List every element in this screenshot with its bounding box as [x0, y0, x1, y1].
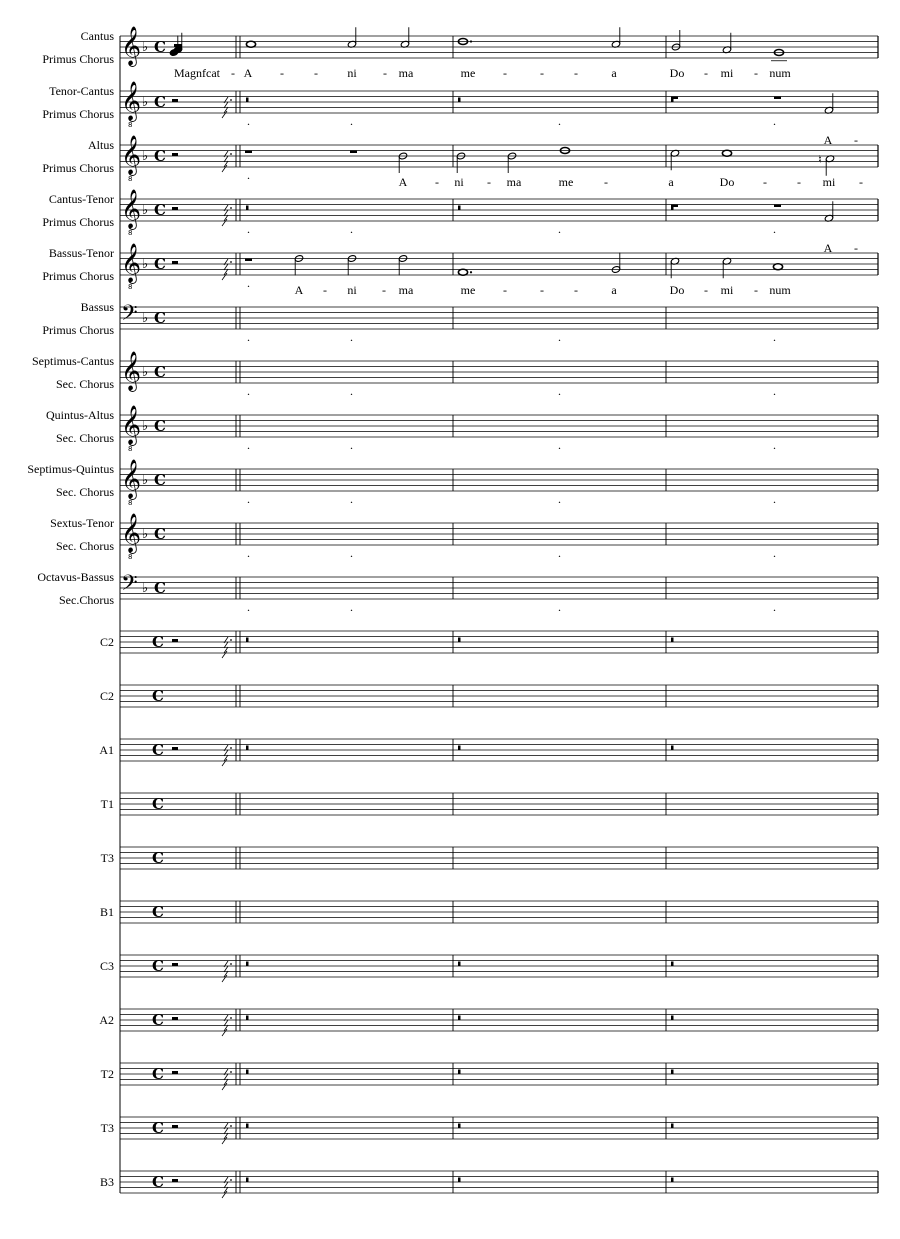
staff-cantus-chorus: Primus Chorus — [42, 52, 114, 66]
staff-tenor-cantus-time-signature: C — [154, 93, 166, 111]
staff-quintus-altus-rest-dot: . — [558, 438, 561, 452]
cantus-tenor-rest — [671, 205, 678, 208]
staff-bassus-tenor-chorus: Primus Chorus — [42, 269, 114, 283]
staff-septimus-quintus-chorus: Sec. Chorus — [56, 485, 114, 499]
staff-cantus-tenor-rest-dot: . — [558, 222, 561, 236]
staff-tenor-cantus-measure-rest — [458, 98, 461, 103]
staff-a2-half-rest — [172, 1017, 178, 1020]
bassus-tenor-note — [458, 269, 467, 275]
staff-tenor-cantus-key-flat: ♭ — [142, 95, 149, 110]
staff-bassus-tenor-rest-dot: . — [247, 276, 250, 290]
staff-t3b-half-rest — [172, 1125, 178, 1128]
staff-altus-lyric: - — [797, 175, 801, 189]
staff-altus-rest-dot: . — [247, 168, 250, 182]
staff-cantus-tenor-repeat-dot — [230, 207, 232, 209]
staff-tenor-cantus-rest-dot: . — [773, 114, 776, 128]
staff-t3a-name: T3 — [100, 851, 114, 865]
staff-cantus-lyric: Do — [669, 66, 685, 80]
staff-a1-measure-rest — [671, 746, 674, 751]
staff-altus-key-flat: ♭ — [142, 149, 149, 164]
staff-cantus-tenor-chorus: Primus Chorus — [42, 215, 114, 229]
staff-altus-treble-clef-icon: 𝄞 — [121, 135, 142, 175]
staff-t3b-repeat-dot — [230, 1125, 232, 1127]
staff-septimus-cantus-rest-dot: . — [558, 384, 561, 398]
staff-octavus-bassus-time-signature: C — [154, 579, 166, 597]
staff-bassus-tenor-lyric: ma — [398, 283, 414, 297]
staff-sextus-tenor-chorus: Sec. Chorus — [56, 539, 114, 553]
staff-c3-measure-rest — [458, 962, 461, 967]
staff-a2-time-signature: C — [152, 1011, 164, 1029]
staff-c2a-time-signature: C — [152, 633, 164, 651]
staff-a1-measure-rest — [246, 746, 249, 751]
staff-quintus-altus-key-flat: ♭ — [142, 419, 149, 434]
staff-cantus-lyric: - — [503, 66, 507, 80]
staff-c3-half-rest — [172, 963, 178, 966]
altus-rest — [245, 151, 252, 154]
staff-sextus-tenor-name: Sextus-Tenor — [50, 516, 114, 530]
staff-tenor-cantus-lyric: - — [854, 133, 858, 147]
staff-b3-repeat-dot — [230, 1179, 232, 1181]
staff-c2b-name: C2 — [99, 689, 114, 703]
altus-note — [722, 150, 731, 156]
staff-a2-name: A2 — [99, 1013, 114, 1027]
tenor-cantus-rest — [671, 97, 678, 100]
staff-altus-lyric: - — [435, 175, 439, 189]
staff-cantus-tenor-half-rest — [172, 207, 178, 210]
staff-bassus-tenor-lyric: - — [704, 283, 708, 297]
staff-altus-lyric: ni — [454, 175, 464, 189]
staff-quintus-altus-rest-dot: . — [773, 438, 776, 452]
staff-cantus-tenor-lyric: A — [823, 241, 833, 255]
staff-cantus-lyric: A — [243, 66, 253, 80]
staff-septimus-quintus-rest-dot: . — [773, 492, 776, 506]
staff-septimus-cantus-name: Septimus-Cantus — [31, 354, 114, 368]
staff-altus-lyric: mi — [822, 175, 836, 189]
staff-quintus-altus-time-signature: C — [154, 417, 166, 435]
staff-bassus-tenor-key-flat: ♭ — [142, 257, 149, 272]
staff-bassus-tenor-repeat-dot — [230, 261, 232, 263]
staff-altus-lyric: - — [487, 175, 491, 189]
staff-quintus-altus-rest-dot: . — [350, 438, 353, 452]
bassus-tenor-note-dot — [470, 271, 472, 273]
staff-quintus-altus-rest-dot: . — [247, 438, 250, 452]
staff-a2-repeat-dot — [230, 1017, 232, 1019]
staff-t2-measure-rest — [458, 1070, 461, 1075]
altus-rest — [350, 151, 357, 154]
staff-bassus-tenor-name: Bassus-Tenor — [48, 246, 114, 260]
staff-bassus-tenor-lyric: - — [382, 283, 386, 297]
staff-b3-measure-rest — [458, 1178, 461, 1183]
staff-b1-time-signature: C — [152, 903, 164, 921]
staff-bassus-chorus: Primus Chorus — [42, 323, 114, 337]
staff-tenor-cantus-octave-mark: 8 — [128, 121, 133, 129]
staff-cantus-tenor-rest-dot: . — [350, 222, 353, 236]
staff-altus-repeat-dot — [230, 153, 232, 155]
staff-cantus-tenor-lyric: - — [854, 241, 858, 255]
staff-octavus-bassus-chorus: Sec.Chorus — [59, 593, 114, 607]
staff-t3b-measure-rest — [671, 1124, 674, 1129]
staff-bassus-tenor-lyric: - — [323, 283, 327, 297]
staff-sextus-tenor-rest-dot: . — [350, 546, 353, 560]
staff-septimus-quintus-time-signature: C — [154, 471, 166, 489]
staff-a1-time-signature: C — [152, 741, 164, 759]
staff-octavus-bassus-key-flat: ♭ — [142, 581, 149, 596]
staff-c3-measure-rest — [246, 962, 249, 967]
staff-bassus-time-signature: C — [154, 309, 166, 327]
staff-altus-chorus: Primus Chorus — [42, 161, 114, 175]
staff-sextus-tenor-rest-dot: . — [558, 546, 561, 560]
staff-c2a-repeat-dot — [230, 639, 232, 641]
staff-a1-half-rest — [172, 747, 178, 750]
cantus-tenor-rest — [774, 205, 781, 208]
staff-cantus-tenor-measure-rest — [246, 206, 249, 211]
staff-altus-lyric: A — [398, 175, 408, 189]
staff-bassus-name: Bassus — [80, 300, 114, 314]
staff-a2-measure-rest — [246, 1016, 249, 1021]
staff-cantus-name: Cantus — [80, 29, 114, 43]
staff-b3-time-signature: C — [152, 1173, 164, 1191]
staff-t2-time-signature: C — [152, 1065, 164, 1083]
staff-c3-measure-rest — [671, 962, 674, 967]
staff-b1-name: B1 — [99, 905, 114, 919]
staff-tenor-cantus-repeat-dot — [230, 99, 232, 101]
staff-quintus-altus-treble-clef-icon: 𝄞 — [121, 405, 142, 445]
staff-septimus-cantus-chorus: Sec. Chorus — [56, 377, 114, 391]
staff-bassus-bass-clef-icon: 𝄢 — [121, 301, 138, 331]
staff-septimus-cantus-treble-clef-icon: 𝄞 — [121, 351, 142, 391]
staff-octavus-bassus-rest-dot: . — [247, 600, 250, 614]
staff-t3a-time-signature: C — [152, 849, 164, 867]
staff-bassus-rest-dot: . — [773, 330, 776, 344]
staff-sextus-tenor-rest-dot: . — [247, 546, 250, 560]
staff-cantus-lyric: - — [280, 66, 284, 80]
staff-c2a-measure-rest — [671, 638, 674, 643]
staff-bassus-tenor-lyric: a — [611, 283, 617, 297]
staff-t2-name: T2 — [100, 1067, 114, 1081]
staff-septimus-quintus-rest-dot: . — [247, 492, 250, 506]
staff-a1-repeat-dot — [230, 747, 232, 749]
cantus-beam — [174, 44, 182, 47]
staff-bassus-tenor-lyric: - — [540, 283, 544, 297]
staff-cantus-tenor-time-signature: C — [154, 201, 166, 219]
staff-cantus-lyric: num — [769, 66, 791, 80]
staff-t1-time-signature: C — [152, 795, 164, 813]
staff-bassus-tenor-lyric: Do — [669, 283, 685, 297]
staff-sextus-tenor-treble-clef-icon: 𝄞 — [121, 513, 142, 553]
staff-cantus-tenor-octave-mark: 8 — [128, 229, 133, 237]
staff-cantus-key-flat: ♭ — [142, 40, 149, 55]
staff-b3-measure-rest — [246, 1178, 249, 1183]
staff-altus-lyric: Do — [719, 175, 735, 189]
staff-cantus-lyric: - — [540, 66, 544, 80]
staff-a1-measure-rest — [458, 746, 461, 751]
staff-t3b-time-signature: C — [152, 1119, 164, 1137]
staff-altus-lyric: - — [859, 175, 863, 189]
staff-septimus-quintus-key-flat: ♭ — [142, 473, 149, 488]
cantus-note-dot — [470, 40, 472, 42]
staff-septimus-quintus-rest-dot: . — [558, 492, 561, 506]
staff-cantus-tenor-rest-dot: . — [773, 222, 776, 236]
staff-cantus-time-signature: C — [154, 38, 166, 56]
staff-tenor-cantus-chorus: Primus Chorus — [42, 107, 114, 121]
staff-septimus-quintus-name: Septimus-Quintus — [27, 462, 114, 476]
staff-bassus-rest-dot: . — [247, 330, 250, 344]
staff-sextus-tenor-rest-dot: . — [773, 546, 776, 560]
staff-septimus-cantus-rest-dot: . — [773, 384, 776, 398]
altus-natural: ♮ — [818, 152, 822, 166]
tenor-cantus-rest — [774, 97, 781, 100]
staff-altus-lyric: - — [763, 175, 767, 189]
staff-octavus-bassus-rest-dot: . — [350, 600, 353, 614]
staff-cantus-lyric: - — [704, 66, 708, 80]
staff-a1-name: A1 — [99, 743, 114, 757]
staff-septimus-cantus-rest-dot: . — [247, 384, 250, 398]
staff-bassus-tenor-lyric: ni — [347, 283, 357, 297]
staff-c2a-half-rest — [172, 639, 178, 642]
staff-cantus-lyric: ma — [398, 66, 414, 80]
staff-altus-time-signature: C — [154, 147, 166, 165]
staff-cantus-tenor-rest-dot: . — [247, 222, 250, 236]
staff-bassus-tenor-lyric: num — [769, 283, 791, 297]
staff-bassus-tenor-lyric: - — [754, 283, 758, 297]
staff-bassus-tenor-lyric: - — [503, 283, 507, 297]
staff-cantus-lyric: Magnfcat — [174, 66, 220, 80]
staff-t1-name: T1 — [100, 797, 114, 811]
bassus-tenor-rest — [245, 259, 252, 262]
staff-cantus-lyric: mi — [720, 66, 734, 80]
staff-c2a-measure-rest — [458, 638, 461, 643]
staff-c3-repeat-dot — [230, 963, 232, 965]
staff-bassus-tenor-octave-mark: 8 — [128, 283, 133, 291]
staff-bassus-rest-dot: . — [350, 330, 353, 344]
staff-cantus-lyric: ni — [347, 66, 357, 80]
staff-cantus-tenor-key-flat: ♭ — [142, 203, 149, 218]
bassus-tenor-note — [773, 264, 782, 270]
staff-altus-half-rest — [172, 153, 178, 156]
staff-altus-lyric: me — [558, 175, 574, 189]
staff-quintus-altus-chorus: Sec. Chorus — [56, 431, 114, 445]
staff-b3-measure-rest — [671, 1178, 674, 1183]
staff-cantus-tenor-name: Cantus-Tenor — [48, 192, 114, 206]
staff-t2-half-rest — [172, 1071, 178, 1074]
staff-bassus-rest-dot: . — [558, 330, 561, 344]
staff-tenor-cantus-name: Tenor-Cantus — [49, 84, 114, 98]
staff-bassus-tenor-treble-clef-icon: 𝄞 — [121, 243, 142, 283]
staff-bassus-tenor-half-rest — [172, 261, 178, 264]
staff-cantus-lyric: - — [231, 66, 235, 80]
staff-tenor-cantus-measure-rest — [246, 98, 249, 103]
cantus-note — [246, 41, 255, 47]
staff-octavus-bassus-name: Octavus-Bassus — [37, 570, 114, 584]
staff-cantus-lyric: - — [314, 66, 318, 80]
staff-bassus-tenor-lyric: mi — [720, 283, 734, 297]
staff-a2-measure-rest — [671, 1016, 674, 1021]
staff-cantus-treble-clef-icon: 𝄞 — [121, 26, 142, 66]
staff-t3b-name: T3 — [100, 1121, 114, 1135]
staff-t2-repeat-dot — [230, 1071, 232, 1073]
staff-tenor-cantus-lyric: A — [823, 133, 833, 147]
staff-octavus-bassus-rest-dot: . — [773, 600, 776, 614]
staff-tenor-cantus-treble-clef-icon: 𝄞 — [121, 81, 142, 121]
staff-a2-measure-rest — [458, 1016, 461, 1021]
staff-quintus-altus-name: Quintus-Altus — [45, 408, 114, 422]
staff-quintus-altus-octave-mark: 8 — [128, 445, 133, 453]
staff-sextus-tenor-key-flat: ♭ — [142, 527, 149, 542]
staff-septimus-quintus-treble-clef-icon: 𝄞 — [121, 459, 142, 499]
staff-sextus-tenor-time-signature: C — [154, 525, 166, 543]
staff-c2b-time-signature: C — [152, 687, 164, 705]
staff-cantus-lyric: a — [611, 66, 617, 80]
staff-t2-measure-rest — [671, 1070, 674, 1075]
staff-septimus-quintus-octave-mark: 8 — [128, 499, 133, 507]
staff-cantus-tenor-treble-clef-icon: 𝄞 — [121, 189, 142, 229]
staff-t2-measure-rest — [246, 1070, 249, 1075]
staff-cantus-lyric: - — [574, 66, 578, 80]
staff-cantus-lyric: - — [754, 66, 758, 80]
staff-tenor-cantus-rest-dot: . — [558, 114, 561, 128]
staff-tenor-cantus-half-rest — [172, 99, 178, 102]
staff-altus-octave-mark: 8 — [128, 175, 133, 183]
staff-c3-name: C3 — [99, 959, 114, 973]
staff-bassus-tenor-lyric: me — [460, 283, 476, 297]
staff-bassus-tenor-time-signature: C — [154, 255, 166, 273]
staff-b3-half-rest — [172, 1179, 178, 1182]
staff-b3-name: B3 — [99, 1175, 114, 1189]
staff-tenor-cantus-rest-dot: . — [350, 114, 353, 128]
staff-t3b-measure-rest — [246, 1124, 249, 1129]
staff-c2a-name: C2 — [99, 635, 114, 649]
staff-altus-lyric: - — [604, 175, 608, 189]
staff-septimus-cantus-key-flat: ♭ — [142, 365, 149, 380]
staff-altus-lyric: ma — [506, 175, 522, 189]
staff-bassus-tenor-lyric: A — [294, 283, 304, 297]
staff-sextus-tenor-octave-mark: 8 — [128, 553, 133, 561]
staff-cantus-lyric: - — [383, 66, 387, 80]
staff-tenor-cantus-rest-dot: . — [247, 114, 250, 128]
staff-octavus-bassus-bass-clef-icon: 𝄢 — [121, 571, 138, 601]
staff-c2a-measure-rest — [246, 638, 249, 643]
staff-altus-lyric: a — [668, 175, 674, 189]
staff-cantus-tenor-measure-rest — [458, 206, 461, 211]
staff-c3-time-signature: C — [152, 957, 164, 975]
staff-altus-name: Altus — [87, 138, 114, 152]
staff-bassus-tenor-lyric: - — [574, 283, 578, 297]
staff-bassus-key-flat: ♭ — [142, 311, 149, 326]
staff-cantus-lyric: me — [460, 66, 476, 80]
staff-septimus-cantus-rest-dot: . — [350, 384, 353, 398]
staff-octavus-bassus-rest-dot: . — [558, 600, 561, 614]
staff-septimus-quintus-rest-dot: . — [350, 492, 353, 506]
staff-t3b-measure-rest — [458, 1124, 461, 1129]
staff-septimus-cantus-time-signature: C — [154, 363, 166, 381]
